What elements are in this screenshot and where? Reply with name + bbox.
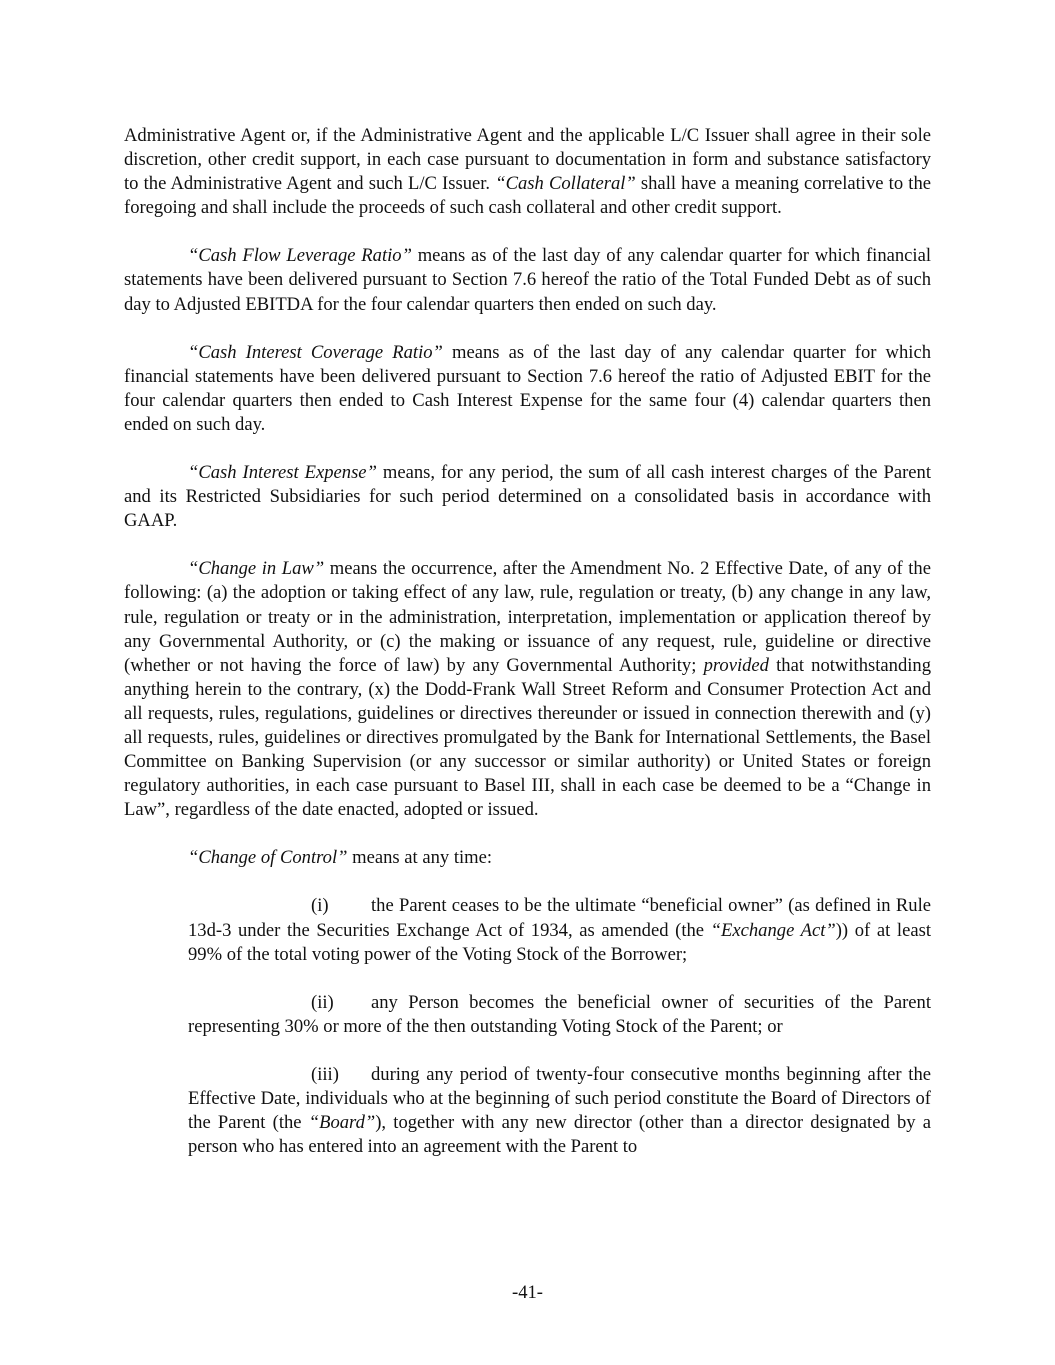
definition-text: means as of the last day of any calendar quarter for which financial statements have been delivered pursuant to Section 7.6 hereof the ratio of the Total Funded Debt as of such day to Adjusted EBITDA for the four calendar quarters then ended on such day. (124, 245, 932, 315)
definition-change-in-law (124, 557, 931, 822)
defined-term-cash-collateral: “Cash Collateral” (495, 173, 636, 195)
clause-number: (iii) (311, 1063, 339, 1085)
defined-term-board: “Board” (308, 1112, 376, 1134)
definition-cash-interest-expense (124, 461, 931, 533)
definition-text-2: that notwithstanding anything herein to the contrary, (x) the Dodd-Frank Wall Street Reform and Consumer Protection Act and all requests, rules, regulations, guidelines or directives thereunder or issued in connection therewith and (y) all requests, rules, guidelines or directives promulgated by the Bank for International Settlements, the Basel Committee on Banking Supervision (or any successor or similar authority) or United States or foreign regulatory authorities, in each case pursuant to Basel III, shall in each case be deemed to be a “Change in Law”, regardless of the date enacted, adopted or issued. (124, 654, 931, 821)
definition-text: means, for any period, the sum of all cash interest charges of the Parent and its Restricted Subsidiaries for such period determined on a consolidated basis in accordance with GAAP. (124, 462, 931, 532)
cash-collateral-continuation (124, 124, 931, 220)
clause-text: any Person becomes the beneficial owner of securities of the Parent representing 30% or more of the then outstanding Voting Stock of the Parent; or (188, 991, 931, 1037)
continuation-text-2: shall have a meaning correlative to the foregoing and shall include the proceeds of such cash collateral and other credit support. (124, 173, 931, 219)
clause-text-1: during any period of twenty-four consecutive months beginning after the Effective Date, individuals who at the beginning of such period constitute the Board of Directors of the Parent (the (188, 1063, 931, 1134)
definition-cash-interest-coverage-ratio (124, 341, 931, 437)
definition-text: means as of the last day of any calendar quarter for which financial statements have been delivered pursuant to Section 7.6 hereof the ratio of Adjusted EBIT for the four calendar quarters then ended to Cash Interest Expense for the same four (4) calendar quarters then ended on such day. (124, 341, 931, 435)
page-number: -41- (512, 1282, 543, 1303)
defined-term: “Change in Law” (188, 558, 325, 580)
clause-text-2: )) of at least 99% of the total voting power of the Voting Stock of the Borrower; (188, 919, 931, 965)
defined-term: “Change of Control” (188, 847, 348, 869)
clause-ii (188, 991, 931, 1039)
definition-change-of-control (124, 846, 931, 870)
defined-term-exchange-act: “Exchange Act” (710, 919, 836, 941)
clause-text-1: the Parent ceases to be the ultimate “beneficial owner” (as defined in Rule 13d-3 under the Securities Exchange Act of 1934, as amended (the (188, 895, 931, 941)
proviso-term: provided (703, 654, 769, 676)
clause-iii (188, 1063, 931, 1159)
defined-term: “Cash Interest Expense” (188, 462, 377, 484)
clause-i (188, 894, 931, 966)
clause-text-2: ), together with any new director (other than a director designated by a person who has entered into an agreement with the Parent to (188, 1112, 931, 1158)
definition-cash-flow-leverage-ratio (124, 244, 931, 316)
definition-text-1: means the occurrence, after the Amendment No. 2 Effective Date, of any of the following: (a) the adoption or taking effect of any law, rule, regulation or treaty, (b) any change in any law, rule, regulation or treaty or in the administration, interpretation, implementation or application thereof by any Governmental Authority, or (c) the making or issuance of any request, rule, guideline or directive (whether or not having the force of law) by any Governmental Authority; (124, 558, 931, 676)
clause-number: (i) (311, 895, 329, 917)
defined-term: “Cash Interest Coverage Ratio” (188, 341, 443, 363)
definition-text: means at any time: (347, 847, 493, 869)
defined-term: “Cash Flow Leverage Ratio” (188, 245, 412, 267)
clause-number: (ii) (311, 991, 334, 1013)
continuation-text-1: Administrative Agent or, if the Administrative Agent and the applicable L/C Issuer shall agree in their sole discretion, other credit support, in each case pursuant to documentation in form and substance satisfactory to the Administrative Agent and such L/C Issuer. (124, 125, 931, 195)
document-page (124, 124, 931, 1159)
